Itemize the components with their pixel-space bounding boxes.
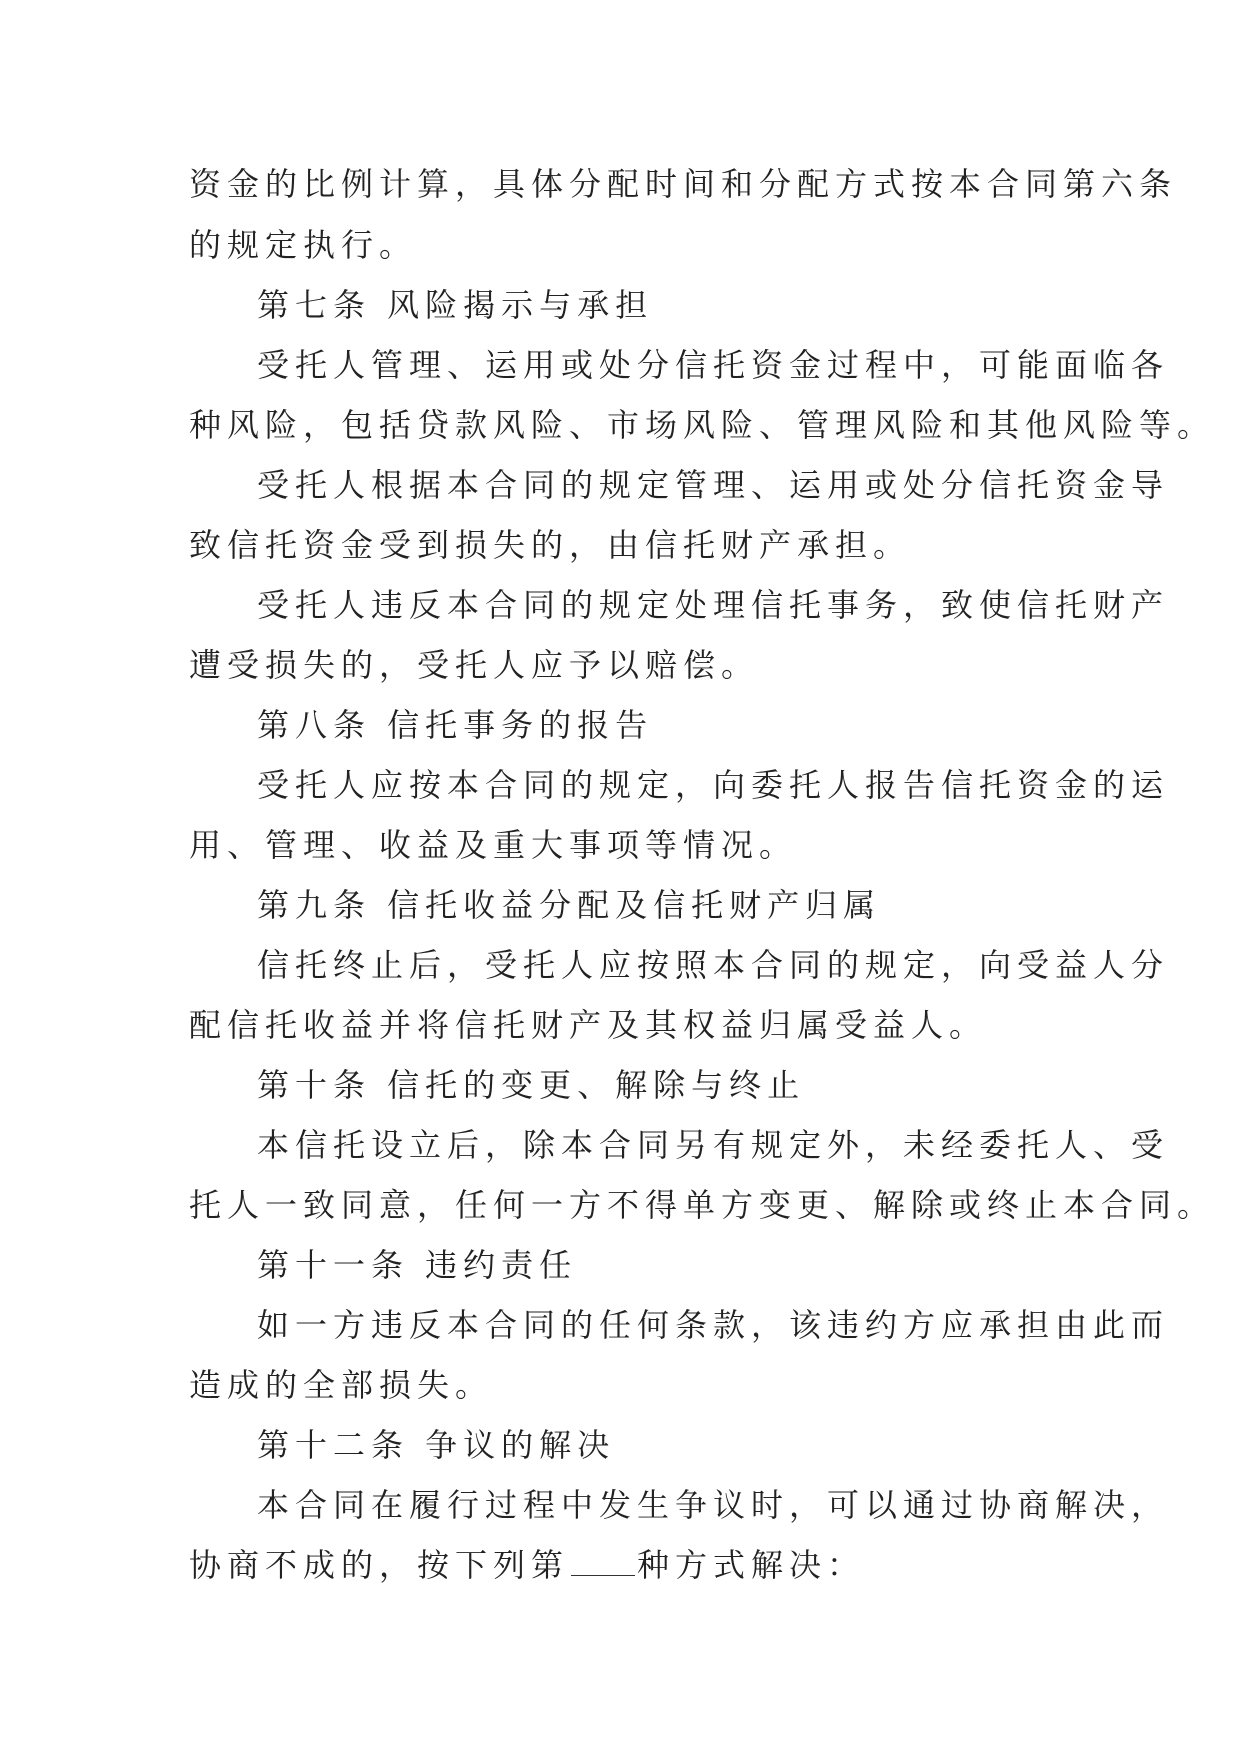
paragraph-line: 信托终止后，受托人应按照本合同的规定，向受益人分 [257, 946, 1170, 984]
paragraph-line: 致信托资金受到损失的，由信托财产承担。 [189, 526, 912, 564]
paragraph-line: 托人一致同意，任何一方不得单方变更、解除或终止本合同。 [189, 1186, 1216, 1224]
paragraph-line: 受托人应按本合同的规定，向委托人报告信托资金的运 [257, 766, 1170, 804]
paragraph-line: 遭受损失的，受托人应予以赔偿。 [189, 646, 760, 684]
paragraph-line: 的规定执行。 [189, 226, 418, 264]
section-heading: 第十二条 争议的解决 [257, 1426, 616, 1464]
paragraph-line: 受托人管理、运用或处分信托资金过程中，可能面临各 [257, 346, 1170, 384]
paragraph-line: 本信托设立后，除本合同另有规定外，未经委托人、受 [257, 1126, 1170, 1164]
text-after-blank: 种方式解决： [637, 1546, 866, 1584]
section-heading: 第十一条 违约责任 [257, 1246, 578, 1284]
paragraph-line: 本合同在履行过程中发生争议时，可以通过协商解决， [257, 1486, 1170, 1524]
section-heading: 第七条 风险揭示与承担 [257, 286, 654, 324]
paragraph-line: 受托人根据本合同的规定管理、运用或处分信托资金导 [257, 466, 1170, 504]
paragraph-line-with-blank [189, 1545, 865, 1585]
paragraph-line: 种风险，包括贷款风险、市场风险、管理风险和其他风险等。 [189, 406, 1216, 444]
paragraph-line: 用、管理、收益及重大事项等情况。 [189, 826, 798, 864]
paragraph-line: 如一方违反本合同的任何条款，该违约方应承担由此而 [257, 1306, 1170, 1344]
section-heading: 第八条 信托事务的报告 [257, 706, 654, 744]
paragraph-line: 造成的全部损失。 [189, 1366, 494, 1404]
section-heading: 第十条 信托的变更、解除与终止 [257, 1066, 806, 1104]
paragraph-line: 资金的比例计算，具体分配时间和分配方式按本合同第六条 [189, 165, 1178, 203]
text-before-blank: 协商不成的，按下列第 [189, 1546, 570, 1584]
fill-in-blank [571, 1549, 635, 1576]
paragraph-line: 受托人违反本合同的规定处理信托事务，致使信托财产 [257, 586, 1170, 624]
paragraph-line: 配信托收益并将信托财产及其权益归属受益人。 [189, 1006, 988, 1044]
section-heading: 第九条 信托收益分配及信托财产归属 [257, 886, 882, 924]
